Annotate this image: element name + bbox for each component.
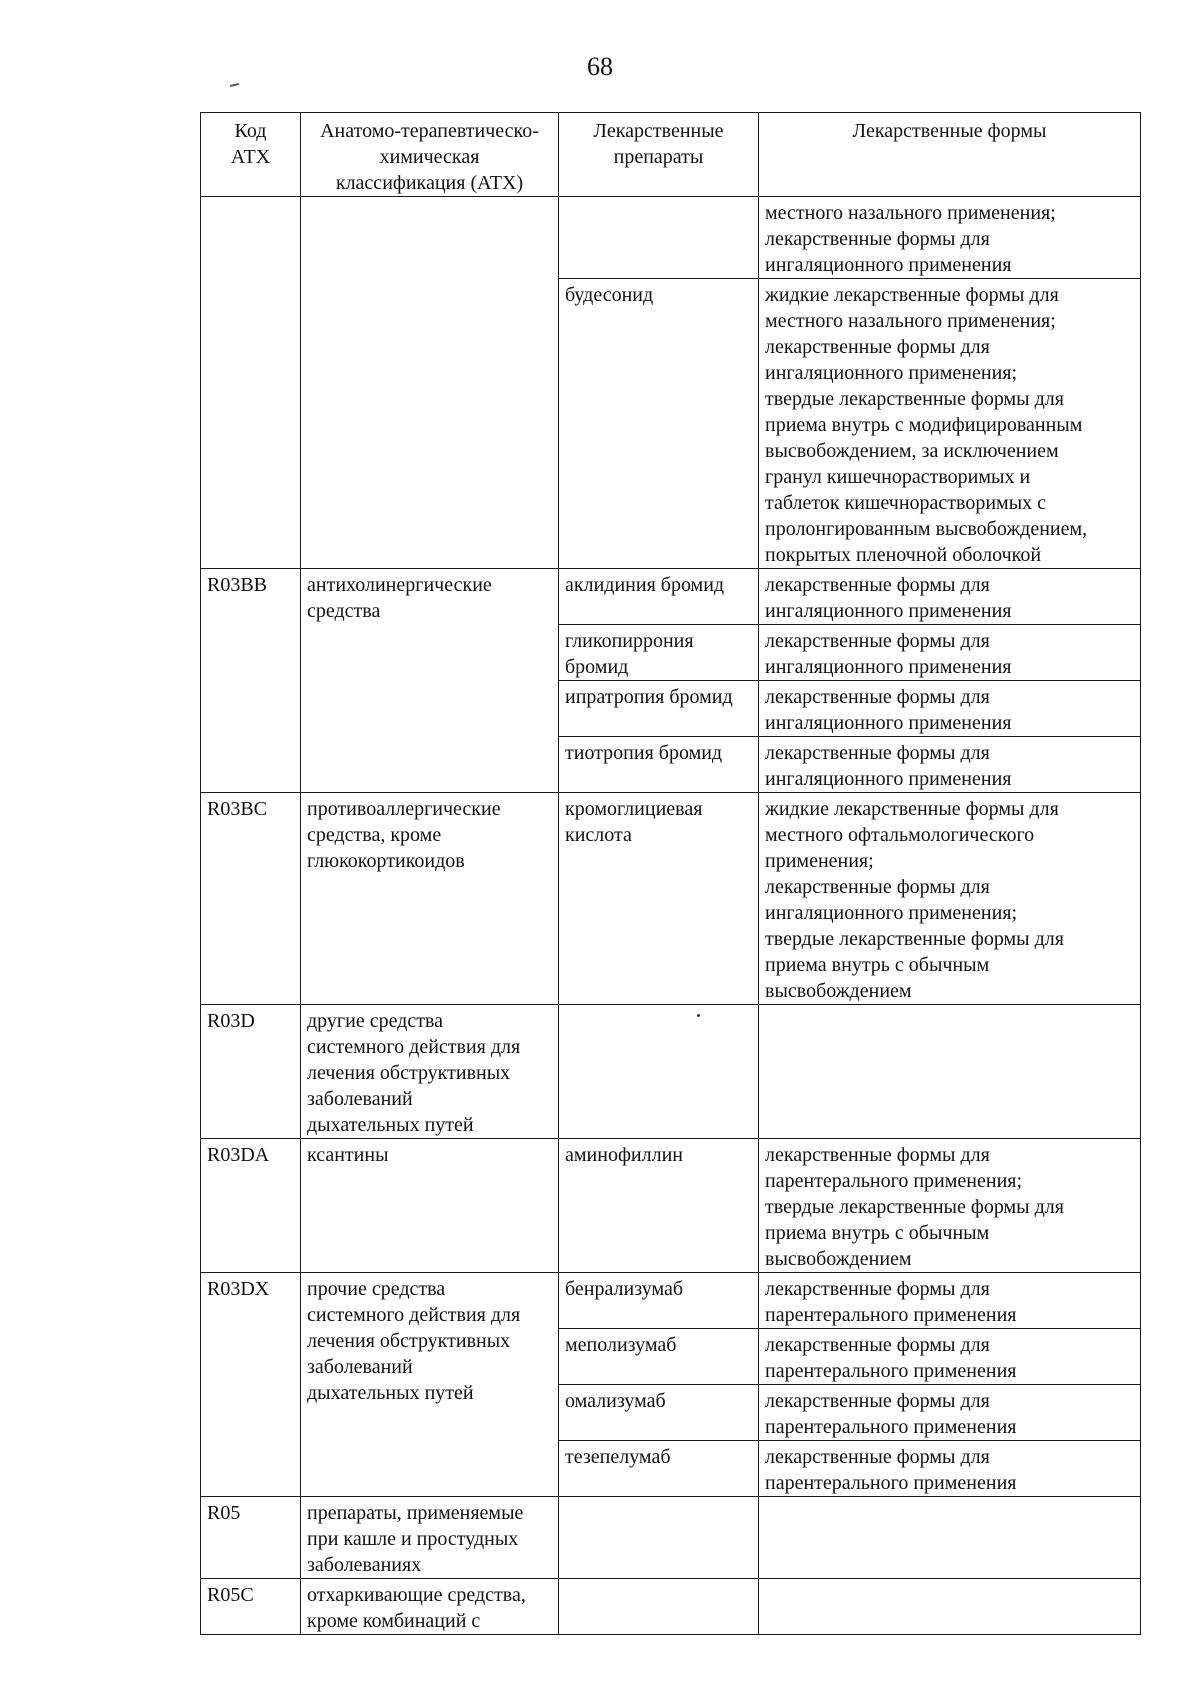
code-cell: R05 [201,1497,301,1579]
forms-cell: лекарственные формы для парентерального применения [759,1441,1141,1497]
drug-cell: тезепелумаб [559,1441,759,1497]
table-row [201,197,1141,279]
forms-cell [759,1005,1141,1139]
code-cell: R03BB [201,569,301,793]
forms-cell: лекарственные формы для ингаляционного применения [759,737,1141,793]
classification-cell: отхаркивающие средства, кроме комбинаций с [301,1579,559,1635]
drug-cell: бенрализумаб [559,1273,759,1329]
table-row [201,793,1141,1005]
forms-cell: лекарственные формы для парентерального применения [759,1385,1141,1441]
page-number: 68 [587,52,613,81]
classification-cell: противоаллергические средства, кроме глюкокортикоидов [301,793,559,1005]
header-classification: Анатомо-терапевтическо- химическая классификация (АТХ) [301,113,559,197]
drug-cell [559,1005,759,1139]
table-row [201,1579,1141,1635]
drug-cell: будесонид [559,279,759,569]
drug-cell: меполизумаб [559,1329,759,1385]
table-row [201,1497,1141,1579]
forms-cell: жидкие лекарственные формы для местного офтальмологического применения; лекарственные формы для ингаляционного применения; твердые лекарственные формы для приема внутрь с обычным высвобождением [759,793,1141,1005]
classification-cell: препараты, применяемые при кашле и простудных заболеваниях [301,1497,559,1579]
header-row [201,113,1141,197]
table-row [201,1273,1141,1329]
drug-cell: аминофиллин [559,1139,759,1273]
forms-cell: лекарственные формы для ингаляционного применения [759,625,1141,681]
drug-cell: аклидиния бромид [559,569,759,625]
drug-cell [559,197,759,279]
code-cell: R03D [201,1005,301,1139]
header-drugs: Лекарственные препараты [559,113,759,197]
forms-cell: лекарственные формы для ингаляционного применения [759,681,1141,737]
forms-cell [759,1497,1141,1579]
drug-cell: кромоглициевая кислота [559,793,759,1005]
code-cell: R03DX [201,1273,301,1497]
forms-cell: лекарственные формы для парентерального применения [759,1329,1141,1385]
code-cell: R03BC [201,793,301,1005]
classification-cell: ксантины [301,1139,559,1273]
drug-cell: ипратропия бромид [559,681,759,737]
header-code: Код АТХ [201,113,301,197]
table-row [201,1005,1141,1139]
drug-cell [559,1579,759,1635]
drug-cell: омализумаб [559,1385,759,1441]
scan-mark [230,83,239,87]
drug-cell: тиотропия бромид [559,737,759,793]
code-cell: R03DA [201,1139,301,1273]
drug-cell [559,1497,759,1579]
drug-cell: гликопиррония бромид [559,625,759,681]
classification-cell [301,197,559,569]
classification-cell: другие средства системного действия для лечения обструктивных заболеваний дыхательных путей [301,1005,559,1139]
code-cell [201,197,301,569]
forms-cell: местного назального применения; лекарственные формы для ингаляционного применения [759,197,1141,279]
header-forms: Лекарственные формы [759,113,1141,197]
table-row [201,1139,1141,1273]
atc-table [200,112,1141,1635]
classification-cell: антихолинергические средства [301,569,559,793]
forms-cell: лекарственные формы для парентерального применения [759,1273,1141,1329]
forms-cell [759,1579,1141,1635]
code-cell: R05C [201,1579,301,1635]
forms-cell: лекарственные формы для парентерального применения; твердые лекарственные формы для приема внутрь с обычным высвобождением [759,1139,1141,1273]
forms-cell: лекарственные формы для ингаляционного применения [759,569,1141,625]
classification-cell: прочие средства системного действия для лечения обструктивных заболеваний дыхательных путей [301,1273,559,1497]
forms-cell: жидкие лекарственные формы для местного назального применения; лекарственные формы для ингаляционного применения; твердые лекарственные формы для приема внутрь с модифицированным высвобождением, за исключением гранул кишечнорастворимых и таблеток кишечнорастворимых с пролонгированным высвобождением, покрытых пленочной оболочкой [759,279,1141,569]
table-row [201,569,1141,625]
